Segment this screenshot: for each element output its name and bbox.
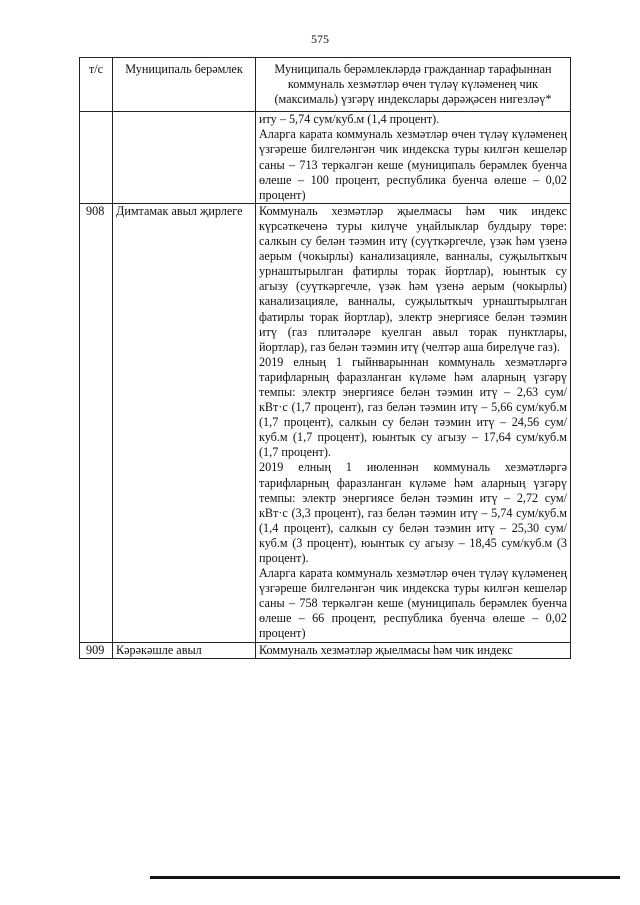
paragraph: Аларга карата коммуналь хезмәтләр өчен түләү күләменең үзгәреше билгеләнгән чик индекска туры килгән кешеләр саны – 758 теркәлгән кеше (муниципаль берәмлек буенча өлеше – 66 процент, республика буенча өлеше – 0,02 процент): [259, 566, 567, 641]
paragraph: Коммуналь хезмәтләр җыелмасы һәм чик индекс күрсәткеченә туры килүче уңайлыклар булдыру төре: салкын су белән тәэмин итү (суүткәргечле, үзәк һәм үзенә аерым (чокырлы) канализацияле, ванналы, суҗылыткыч урнаштырылган фатирлы торак йортлар), юынтык су агызу (суүткәргечле, үзәк һәм үзенә аерым (чокырлы) канализацияле, ванналы, суҗылыткыч урнаштырылган фатирлы торак йортлар), электр энергиясе белән тәэмин итү (газ плитәләре куелган авыл торак пунктлары, йортлар), газ белән тәэмин итү (челтәр аша бирелүче газ).: [259, 203, 567, 354]
row-number: 908: [80, 203, 113, 642]
paragraph: иту – 5,74 сум/куб.м (1,4 процент).: [259, 112, 440, 127]
row-municipality: Кәрәкәшле авыл: [113, 642, 256, 658]
table-row: [80, 642, 571, 658]
paragraph: 2019 елның 1 гыйнварыннан коммуналь хезмәтләргә тарифларның фаразланган күләме һәм аларның үзгәрү темпы: электр энергиясе белән тәэмин итү – 2,63 сум/кВт·с (1,7 процент), газ белән тәэмин итү – 5,66 сум/куб.м (1,7 процент), салкын су белән тәэмин итү – 24,56 сум/куб.м (1,7 процент), юынтык су агызу – 17,64 сум/куб.м (1,7 процент).: [259, 354, 567, 460]
table-row-continuation: [80, 112, 571, 204]
continuation-num-cell: [80, 112, 113, 204]
table-header-row: [80, 58, 571, 112]
header-municipality: Муниципаль берәмлек: [113, 58, 256, 112]
header-number: т/с: [80, 58, 113, 112]
paragraph: Коммуналь хезмәтләр җыелмасы һәм чик индекс: [259, 642, 513, 657]
table-row: [80, 203, 571, 642]
paragraph: 2019 елның 1 июленнән коммуналь хезмәтләргә тарифларның фаразланган күләме һәм аларның үзгәрү темпы: электр энергиясе белән тәэмин итү – 2,72 сум/кВт·с (3,3 процент), газ белән тәэмин итү – 5,74 сум/куб.м (1,4 процент), салкын су белән тәэмин итү – 25,30 сум/куб.м (3 процент), юынтык су агызу – 18,45 сум/куб.м (3 процент).: [259, 460, 567, 565]
header-description: Муниципаль берәмлекләрдә гражданнар тарафыннан коммуналь хезмәтләр өчен түләү күләменең чик (максималь) үзгәрү индекслары дәрәҗәсен нигезләү*: [256, 58, 571, 112]
continuation-municipality-cell: [113, 112, 256, 204]
continuation-description-cell: [256, 112, 571, 204]
paragraph: Аларга карата коммуналь хезмәтләр өчен түләү күләменең үзгәреше билгеләнгән чик индекска туры килгән кешеләр саны – 713 теркәлгән кеше (муниципаль берәмлек буенча өлеше – 100 процент, республика буенча өлеше – 0,02 процент): [259, 127, 567, 202]
row-municipality: Димтамак авыл җирлеге: [113, 203, 256, 642]
page-bottom-rule: [150, 876, 620, 879]
tariff-index-table: [79, 57, 571, 659]
page-number: 575: [311, 32, 329, 46]
row-description: [256, 642, 571, 658]
row-description: [256, 203, 571, 642]
row-number: 909: [80, 642, 113, 658]
